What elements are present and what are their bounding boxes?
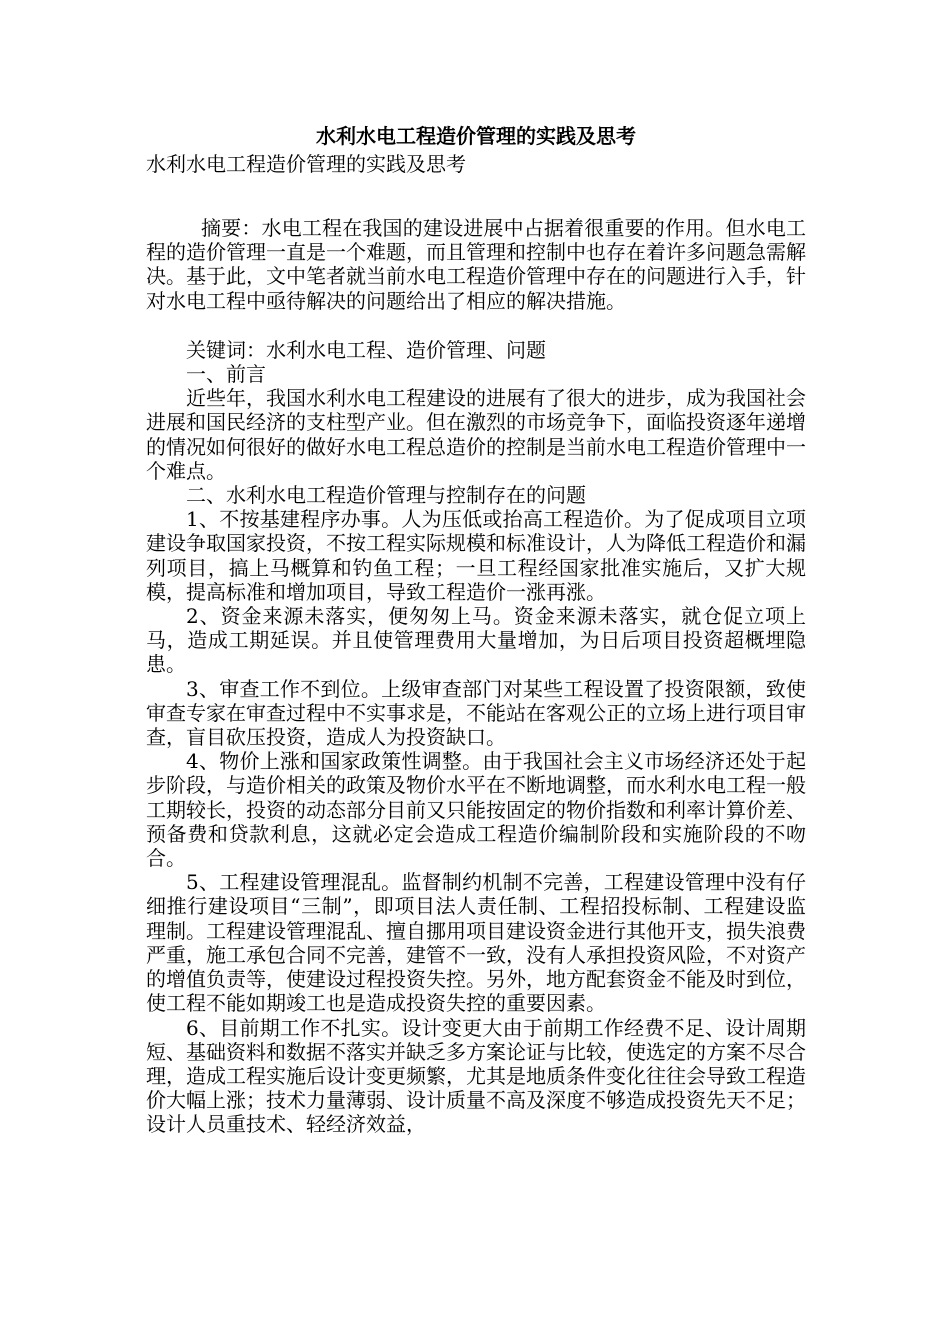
section-heading-problems: 二、水利水电工程造价管理与控制存在的问题 xyxy=(186,483,586,508)
document-subtitle: 水利水电工程造价管理的实践及思考 xyxy=(146,152,466,176)
problem-item-1: 1、不按基建程序办事。人为压低或抬高工程造价。为了促成项目立项建设争取国家投资，不按工程实际规模和标准设计，人为降低工程造价和漏列项目，搞上马概算和钓鱼工程；一旦工程经国家批准实施后，又扩大规模，提高标准和增加项目，导致工程造价一涨再涨。 xyxy=(146,507,806,604)
problem-item-4: 4、物价上涨和国家政策性调整。由于我国社会主义市场经济还处于起步阶段，与造价相关的政策及物价水平在不断地调整，而水利水电工程一般工期较长，投资的动态部分目前又只能按固定的物价指数和利率计算价差、预备费和贷款利息，这就必定会造成工程造价编制阶段和实施阶段的不吻合。 xyxy=(146,749,806,871)
document-page xyxy=(146,120,806,1137)
problem-item-2: 2、资金来源未落实，便匆匆上马。资金来源未落实，就仓促立项上马，造成工期延误。并且使管理费用大量增加，为日后项目投资超概埋隐患。 xyxy=(146,604,806,677)
problem-item-6: 6、目前期工作不扎实。设计变更大由于前期工作经费不足、设计周期短、基础资料和数据不落实并缺乏多方案论证与比较，使选定的方案不尽合理，造成工程实施后设计变更频繁，尤其是地质条件变化往往会导致工程造价大幅上涨；技术力量薄弱、设计质量不高及深度不够造成投资先天不足；设计人员重技术、轻经济效益， xyxy=(146,1015,806,1137)
keywords-line: 关键词：水利水电工程、造价管理、问题 xyxy=(186,337,546,362)
problem-item-3: 3、审查工作不到位。上级审查部门对某些工程设置了投资限额，致使审查专家在审查过程中不实事求是，不能站在客观公正的立场上进行项目审查，盲目砍压投资，造成人为投资缺口。 xyxy=(146,676,806,750)
section-heading-introduction: 一、前言 xyxy=(186,362,266,387)
introduction-paragraph: 近些年，我国水利水电工程建设的进展有了很大的进步，成为我国社会进展和国民经济的支柱型产业。但在激烈的市场竞争下，面临投资逐年递增的情况如何很好的做好水电工程总造价的控制是当前水电工程造价管理中一个难点。 xyxy=(146,386,806,483)
abstract-paragraph: 摘要：水电工程在我国的建设进展中占据着很重要的作用。但水电工程的造价管理一直是一个难题，而且管理和控制中也存在着许多问题急需解决。基于此，文中笔者就当前水电工程造价管理中存在的问题进行入手，针对水电工程中亟待解决的问题给出了相应的解决措施。 xyxy=(146,216,806,313)
document-title: 水利水电工程造价管理的实践及思考 xyxy=(316,124,636,148)
problem-item-5: 5、工程建设管理混乱。监督制约机制不完善，工程建设管理中没有仔细推行建设项目“三制”，即项目法人责任制、工程招投标制、工程建设监理制。工程建设管理混乱、擅自挪用项目建设资金进行其他开支，损失浪费严重，施工承包合同不完善，建管不一致，没有人承担投资风险，不对资产的增值负责等，使建设过程投资失控。另外，地方配套资金不能及时到位，使工程不能如期竣工也是造成投资失控的重要因素。 xyxy=(146,870,806,1016)
